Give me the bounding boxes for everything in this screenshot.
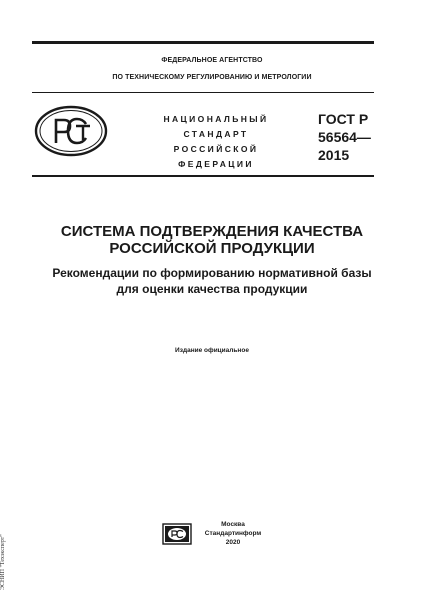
gost-line-2: 56564— xyxy=(318,129,371,145)
agency-line-2: ПО ТЕХНИЧЕСКОМУ РЕГУЛИРОВАНИЮ И МЕТРОЛОГИИ xyxy=(112,74,312,81)
side-watermark-note: ЭСНИП "Техэксперт" xyxy=(0,534,6,590)
header-rule-thin xyxy=(32,92,374,93)
gost-line-1: ГОСТ Р xyxy=(318,111,369,127)
document-title-line-2: РОССИЙСКОЙ ПРОДУКЦИИ xyxy=(109,240,315,257)
national-line-1: НАЦИОНАЛЬНЫЙ xyxy=(163,114,269,124)
gost-r-emblem-icon xyxy=(34,104,108,163)
national-line-2: СТАНДАРТ xyxy=(183,129,249,139)
standartinform-logo-icon xyxy=(162,523,192,550)
publisher-name: Стандартинформ xyxy=(204,530,262,537)
agency-line-1: ФЕДЕРАЛЬНОЕ АГЕНТСТВО xyxy=(161,57,263,64)
gost-line-3: 2015 xyxy=(318,147,350,163)
gost-number xyxy=(318,110,371,164)
document-title-line-1: СИСТЕМА ПОДТВЕРЖДЕНИЯ КАЧЕСТВА xyxy=(60,223,364,240)
top-rule-thick xyxy=(32,41,374,44)
national-line-3: РОССИЙСКОЙ xyxy=(173,144,259,154)
standard-rule-thick xyxy=(32,175,374,177)
national-line-4: ФЕДЕРАЦИИ xyxy=(178,159,254,169)
publisher-city: Москва xyxy=(221,521,245,528)
national-standard-block xyxy=(148,112,284,172)
document-subtitle-line-2: для оценки качества продукции xyxy=(116,282,308,296)
document-subtitle-line-1: Рекомендации по формированию нормативной базы xyxy=(52,266,372,280)
edition-label: Издание официальное xyxy=(175,347,249,354)
publisher-year: 2020 xyxy=(225,539,241,546)
publisher-block xyxy=(198,520,268,547)
